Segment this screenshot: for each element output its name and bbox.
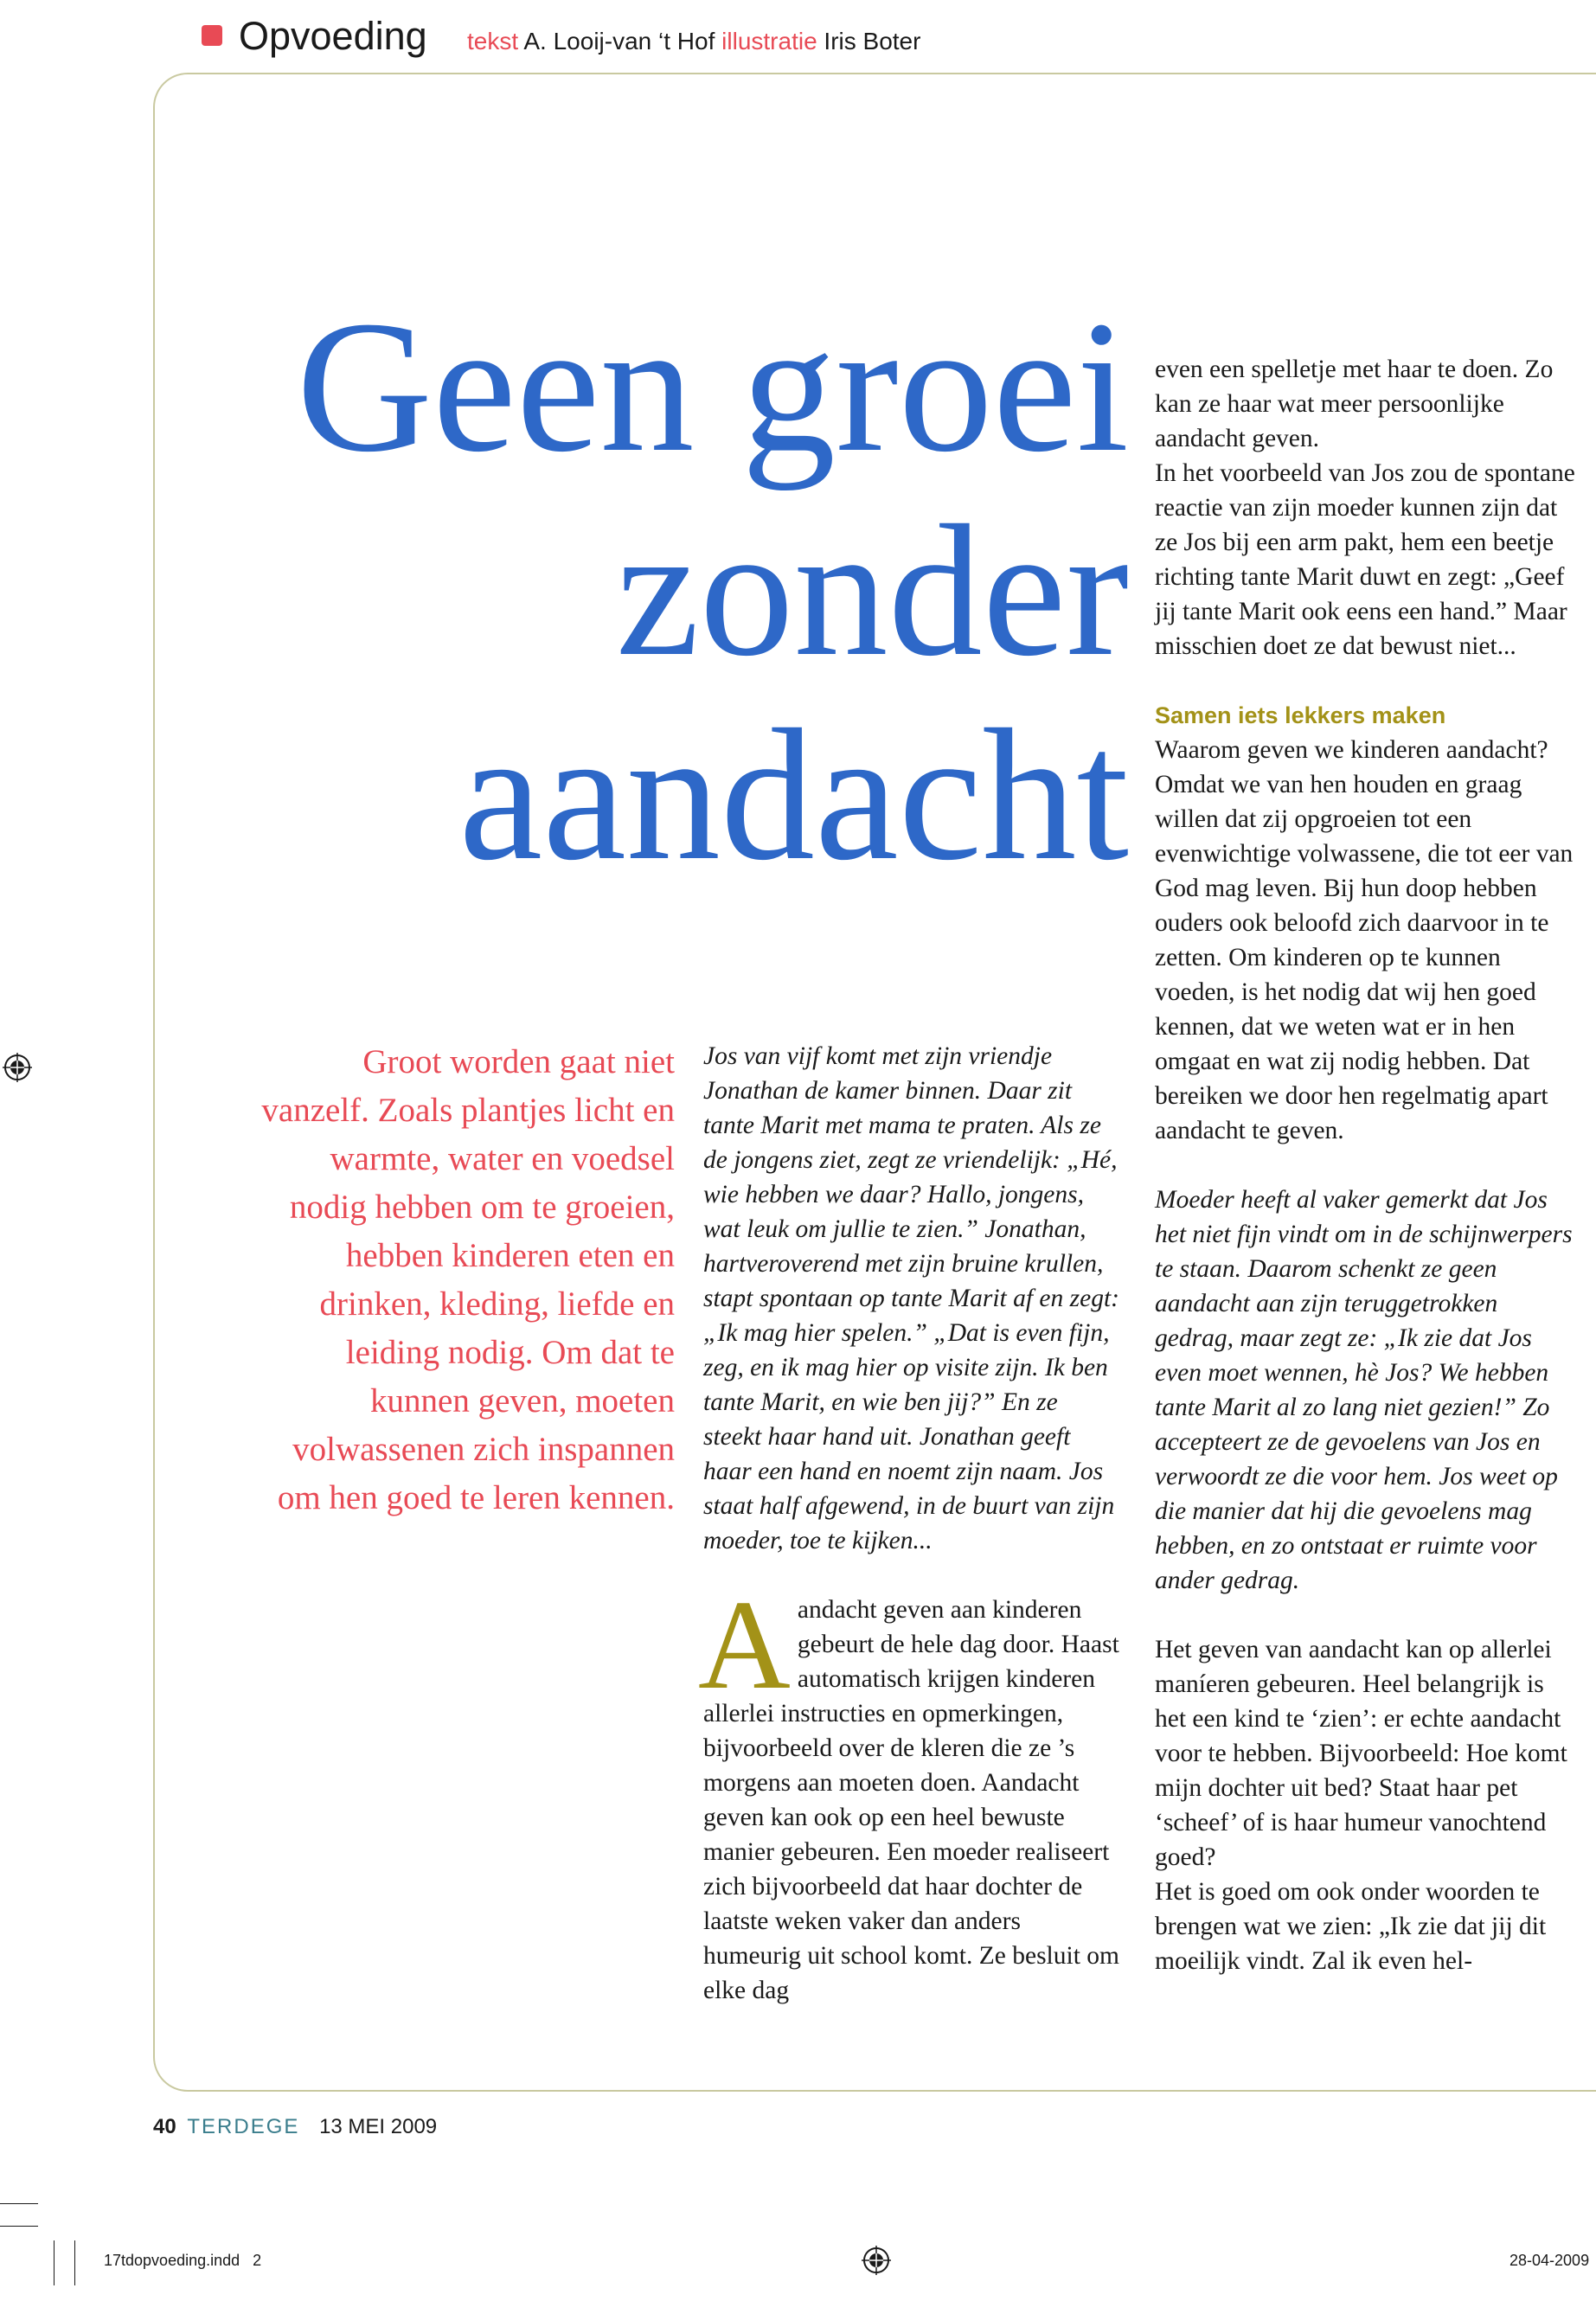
- paragraph-5: Het geven van aandacht kan op allerlei maníeren gebeuren. Heel belangrijk is het een kind te ‘zien’: er echte aandacht voor te hebben. Bijvoorbeeld: Hoe komt mijn dochter uit bed? Staat haar pet ‘scheef’ of is haar humeur vanochtend goed?: [1155, 1636, 1567, 1871]
- folio: [153, 2112, 437, 2142]
- credits: [467, 24, 920, 59]
- column-middle: [698, 1039, 1120, 2008]
- slug-filename: 17tdopvoeding.indd 2: [104, 2252, 262, 2269]
- body-block: [698, 1574, 1120, 2008]
- story-paragraph: Jos van vijf komt met zijn vriendje Jonathan de kamer binnen. Daar zit tante Marit met mama te praten. Als ze de jongens ziet, zegt ze vriendelijk: „Hé, wie hebben we daar? Hallo, jongens, wat leuk om jullie te zien.” Jonathan, hartveroverend met zijn bruine krullen, stapt spontaan op tante Marit af en zegt: „Ik mag hier spelen.” „Dat is even fijn, zeg, en ik mag hier op visite zijn. Ik ben tante Marit, en wie ben jij?” En ze steekt haar hand uit. Jonathan geeft haar een hand en noemt zijn naam. Jos staat half afgewend, in de buurt van zijn moeder, toe te kijken...: [703, 1042, 1119, 1554]
- title-line-2: zonder: [615, 487, 1129, 695]
- author-name: A. Looij-van ‘t Hof: [523, 28, 715, 54]
- illustratie-label: illustratie: [721, 28, 817, 54]
- drop-cap: A: [698, 1574, 791, 1716]
- title-line-1: Geen groei: [296, 283, 1129, 491]
- crop-mark: [0, 2203, 38, 2204]
- paragraph-2: In het voorbeeld van Jos zou de spontane reactie van zijn moeder kunnen zijn dat ze Jos bij een arm pakt, hem een beetje richting tante Marit duwt en zegt: „Geef jij tante Marit ook eens een hand.” Maar misschien doet ze dat bewust niet...: [1155, 459, 1575, 660]
- page-number: 40: [153, 2115, 176, 2138]
- registration-mark-icon: [862, 2246, 891, 2275]
- illustrator-name: Iris Boter: [824, 28, 921, 54]
- title-line-3: aandacht: [458, 691, 1129, 900]
- column-right: [1155, 352, 1579, 1978]
- crop-mark: [74, 2240, 75, 2285]
- paragraph-1: even een spelletje met haar te doen. Zo kan ze haar wat meer persoonlijke aandacht geven.: [1155, 356, 1554, 452]
- paragraph-4-italic: Moeder heeft al vaker gemerkt dat Jos het niet fijn vindt om in de schijnwerpers te staan. Daarom schenkt ze geen aandacht aan zijn teruggetrokken gedrag, maar zegt ze: „Ik zie dat Jos even moet wennen, hè Jos? We hebben tante Marit al zo lang niet gezien!” Zo accepteert ze de gevoelens van Jos en verwoordt ze die voor hem. Jos weet op die manier dat hij die gevoelens mag hebben, en zo ontstaat er ruimte voor ander gedrag.: [1155, 1186, 1573, 1594]
- slug-date: 28-04-2009: [1509, 2252, 1590, 2269]
- body-paragraph: andacht geven aan kinderen gebeurt de hele dag door. Haast automatisch krijgen kinderen allerlei instructies en opmerkingen, bijvoorbeeld over de kleren die ze ’s morgens aan moeten doen. Aandacht geven kan ook op een heel bewuste manier gebeuren. Een moeder realiseert zich bijvoorbeeld dat haar dochter de laatste weken vaker dan anders humeurig uit school komt. Ze besluit om elke dag: [703, 1596, 1119, 2004]
- paragraph-6: Het is goed om ook onder woorden te brengen wat we zien: „Ik zie dat jij dit moeilijk vindt. Zal ik even hel-: [1155, 1878, 1547, 1975]
- crop-mark: [0, 2226, 38, 2227]
- registration-mark-icon: [3, 1053, 32, 1082]
- article-title: [156, 285, 1129, 898]
- paragraph-3: Waarom geven we kinderen aandacht? Omdat we van hen houden en graag willen dat zij opgroeien tot een evenwichtige volwassene, die tot eer van God mag leven. Bij hun doop hebben ouders ook beloofd zich daarvoor in te zetten. Om kinderen op te kunnen voeden, is het nodig dat wij hen goed kennen, dat we weten wat er in hen omgaat en wat zij nodig hebben. Dat bereiken we door hen regelmatig apart aandacht te geven.: [1155, 736, 1574, 1144]
- issue-date: 13 MEI 2009: [319, 2115, 438, 2138]
- subheading: Samen iets lekkers maken: [1155, 702, 1446, 728]
- magazine-name: TERDEGE: [187, 2115, 300, 2138]
- tekst-label: tekst: [467, 28, 519, 54]
- intro-text: Groot worden gaat niet vanzelf. Zoals plantjes licht en warmte, water en voedsel nodig hebben om te groeien, hebben kinderen eten en drinken, kleding, liefde en leiding nodig. Om dat te kunnen geven, moeten volwassenen zich inspannen om hen goed te leren kennen.: [261, 1043, 675, 1516]
- section-marker: [202, 25, 222, 46]
- section-title: Opvoeding: [239, 14, 427, 58]
